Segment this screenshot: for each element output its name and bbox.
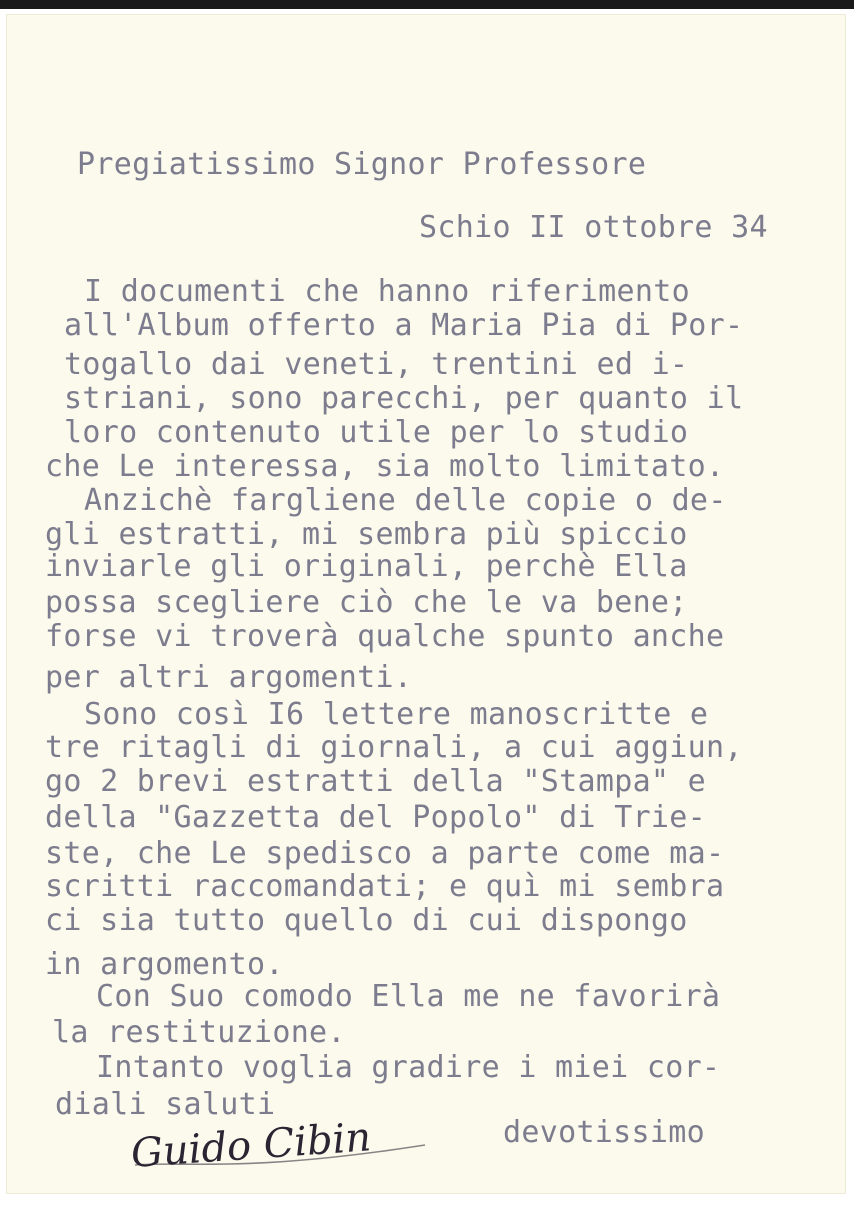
body-line: in argomento. [45,947,284,982]
handwritten-signature [125,1103,435,1193]
body-line: scritti raccomandati; e quì mi sembra [45,869,725,904]
body-line: forse vi troverà qualche spunto anche [45,619,725,654]
body-line: diali saluti [55,1087,276,1122]
body-line: Intanto voglia gradire i miei cor- [96,1050,721,1085]
closing: devotissimo [503,1115,705,1150]
salutation: Pregiatissimo Signor Professore [77,147,647,182]
body-line: tre ritagli di giornali, a cui aggiun, [45,730,743,765]
body-line: per altri argomenti. [45,660,413,695]
body-line: togallo dai veneti, trentini ed i- [64,347,689,382]
body-line: Anzichè fargliene delle copie o de- [84,483,727,518]
body-line: la restituzione. [52,1015,346,1050]
body-line: possa scegliere ciò che le va bene; [45,585,688,620]
body-line: che Le interessa, sia molto limitato. [45,449,725,484]
body-line: Sono così I6 lettere manoscritte e [84,697,709,732]
body-line: I documenti che hanno riferimento [84,274,690,309]
body-line: ci sia tutto quello di cui dispongo [45,903,688,938]
body-line: Con Suo comodo Ella me ne favorirà [96,979,721,1014]
scan-border [0,0,854,9]
place-date: Schio II ottobre 34 [419,210,768,245]
body-line: ste, che Le spedisco a parte come ma- [45,836,725,871]
body-line: all'Album offerto a Maria Pia di Por- [64,308,744,343]
body-line: loro contenuto utile per lo studio [64,415,689,450]
body-line: striani, sono parecchi, per quanto il [64,381,744,416]
signature-text: Guido Cibin [129,1114,373,1177]
body-line: inviarle gli originali, perchè Ella [45,549,688,584]
body-line: go 2 brevi estratti della "Stampa" e [45,764,707,799]
body-line: gli estratti, mi sembra più spiccio [45,517,688,552]
body-line: della "Gazzetta del Popolo" di Trie- [45,800,707,835]
